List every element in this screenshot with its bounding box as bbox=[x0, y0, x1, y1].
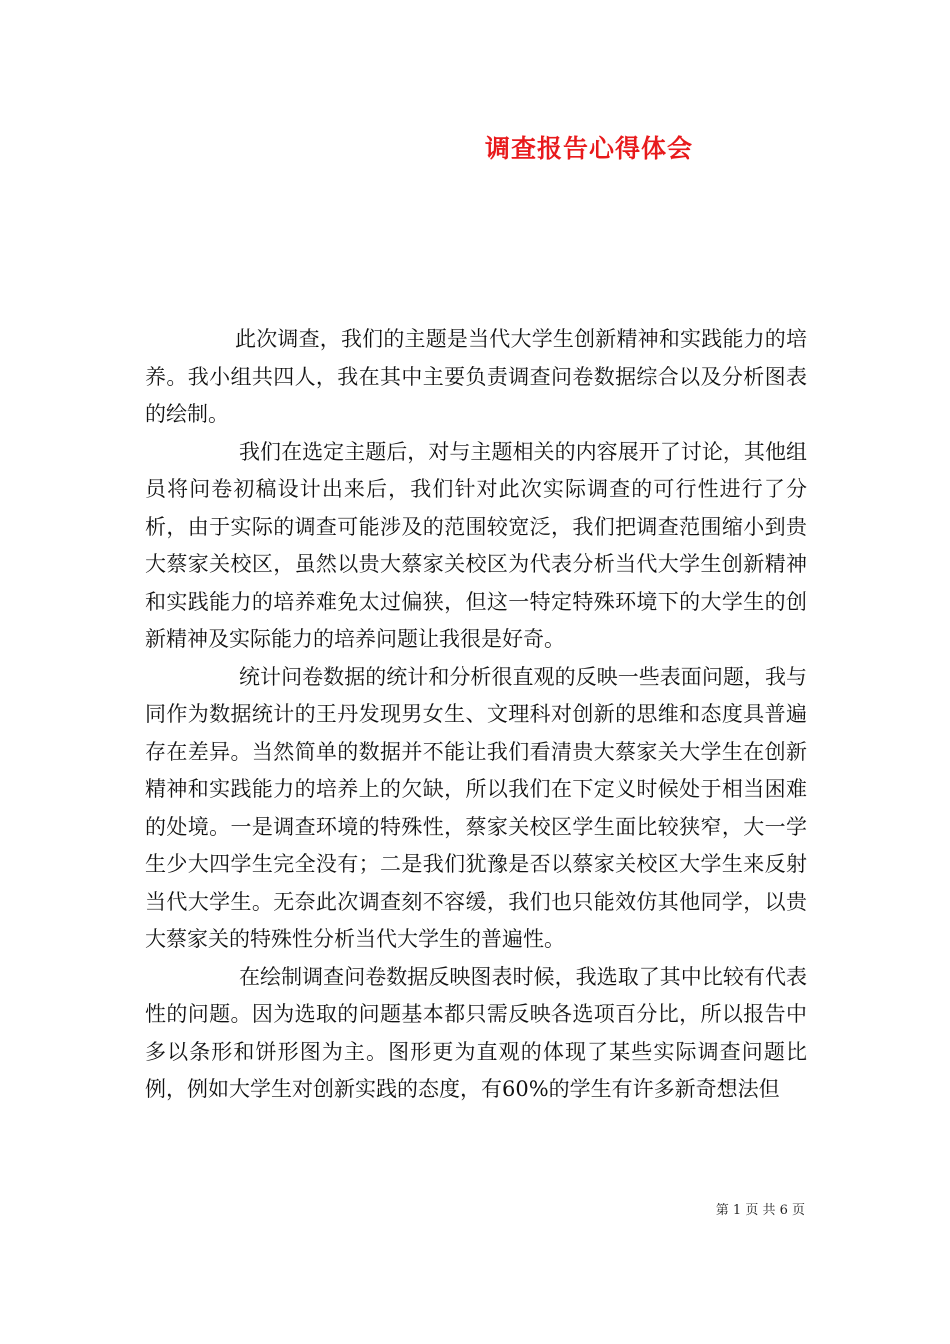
document-title: 调查报告心得体会 bbox=[484, 134, 693, 163]
document-body bbox=[145, 321, 807, 1109]
paragraph-3: 统计问卷数据的统计和分析很直观的反映一些表面问题，我与同作为数据统计的王丹发现男女生、文理科对创新的思维和态度具普遍存在差异。当然简单的数据并不能让我们看清贵大蔡家关大学生在创新精神和实践能力的培养上的欠缺，所以我们在下定义时候处于相当困难的处境。一是调查环境的特殊性，蔡家关校区学生面比较狭窄，大一学生少大四学生完全没有；二是我们犹豫是否以蔡家关校区大学生来反射当代大学生。无奈此次调查刻不容缓，我们也只能效仿其他同学，以贵大蔡家关的特殊性分析当代大学生的普遍性。 bbox=[145, 664, 807, 951]
page-number-footer: 第 1 页 共 6 页 bbox=[715, 1203, 805, 1218]
paragraph-4: 在绘制调查问卷数据反映图表时候，我选取了其中比较有代表性的问题。因为选取的问题基本都只需反映各选项百分比，所以报告中多以条形和饼形图为主。图形更为直观的体现了某些实际调查问题比例，例如大学生对创新实践的态度，有60%的学生有许多新奇想法但 bbox=[145, 964, 807, 1101]
paragraph-2: 我们在选定主题后，对与主题相关的内容展开了讨论，其他组员将问卷初稿设计出来后，我们针对此次实际调查的可行性进行了分析，由于实际的调查可能涉及的范围较宽泛，我们把调查范围缩小到贵大蔡家关校区，虽然以贵大蔡家关校区为代表分析当代大学生创新精神和实践能力的培养难免太过偏狭，但这一特定特殊环境下的大学生的创新精神及实际能力的培养问题让我很是好奇。 bbox=[145, 439, 807, 651]
paragraph-1: 此次调查，我们的主题是当代大学生创新精神和实践能力的培养。我小组共四人，我在其中主要负责调查问卷数据综合以及分析图表的绘制。 bbox=[145, 327, 807, 426]
